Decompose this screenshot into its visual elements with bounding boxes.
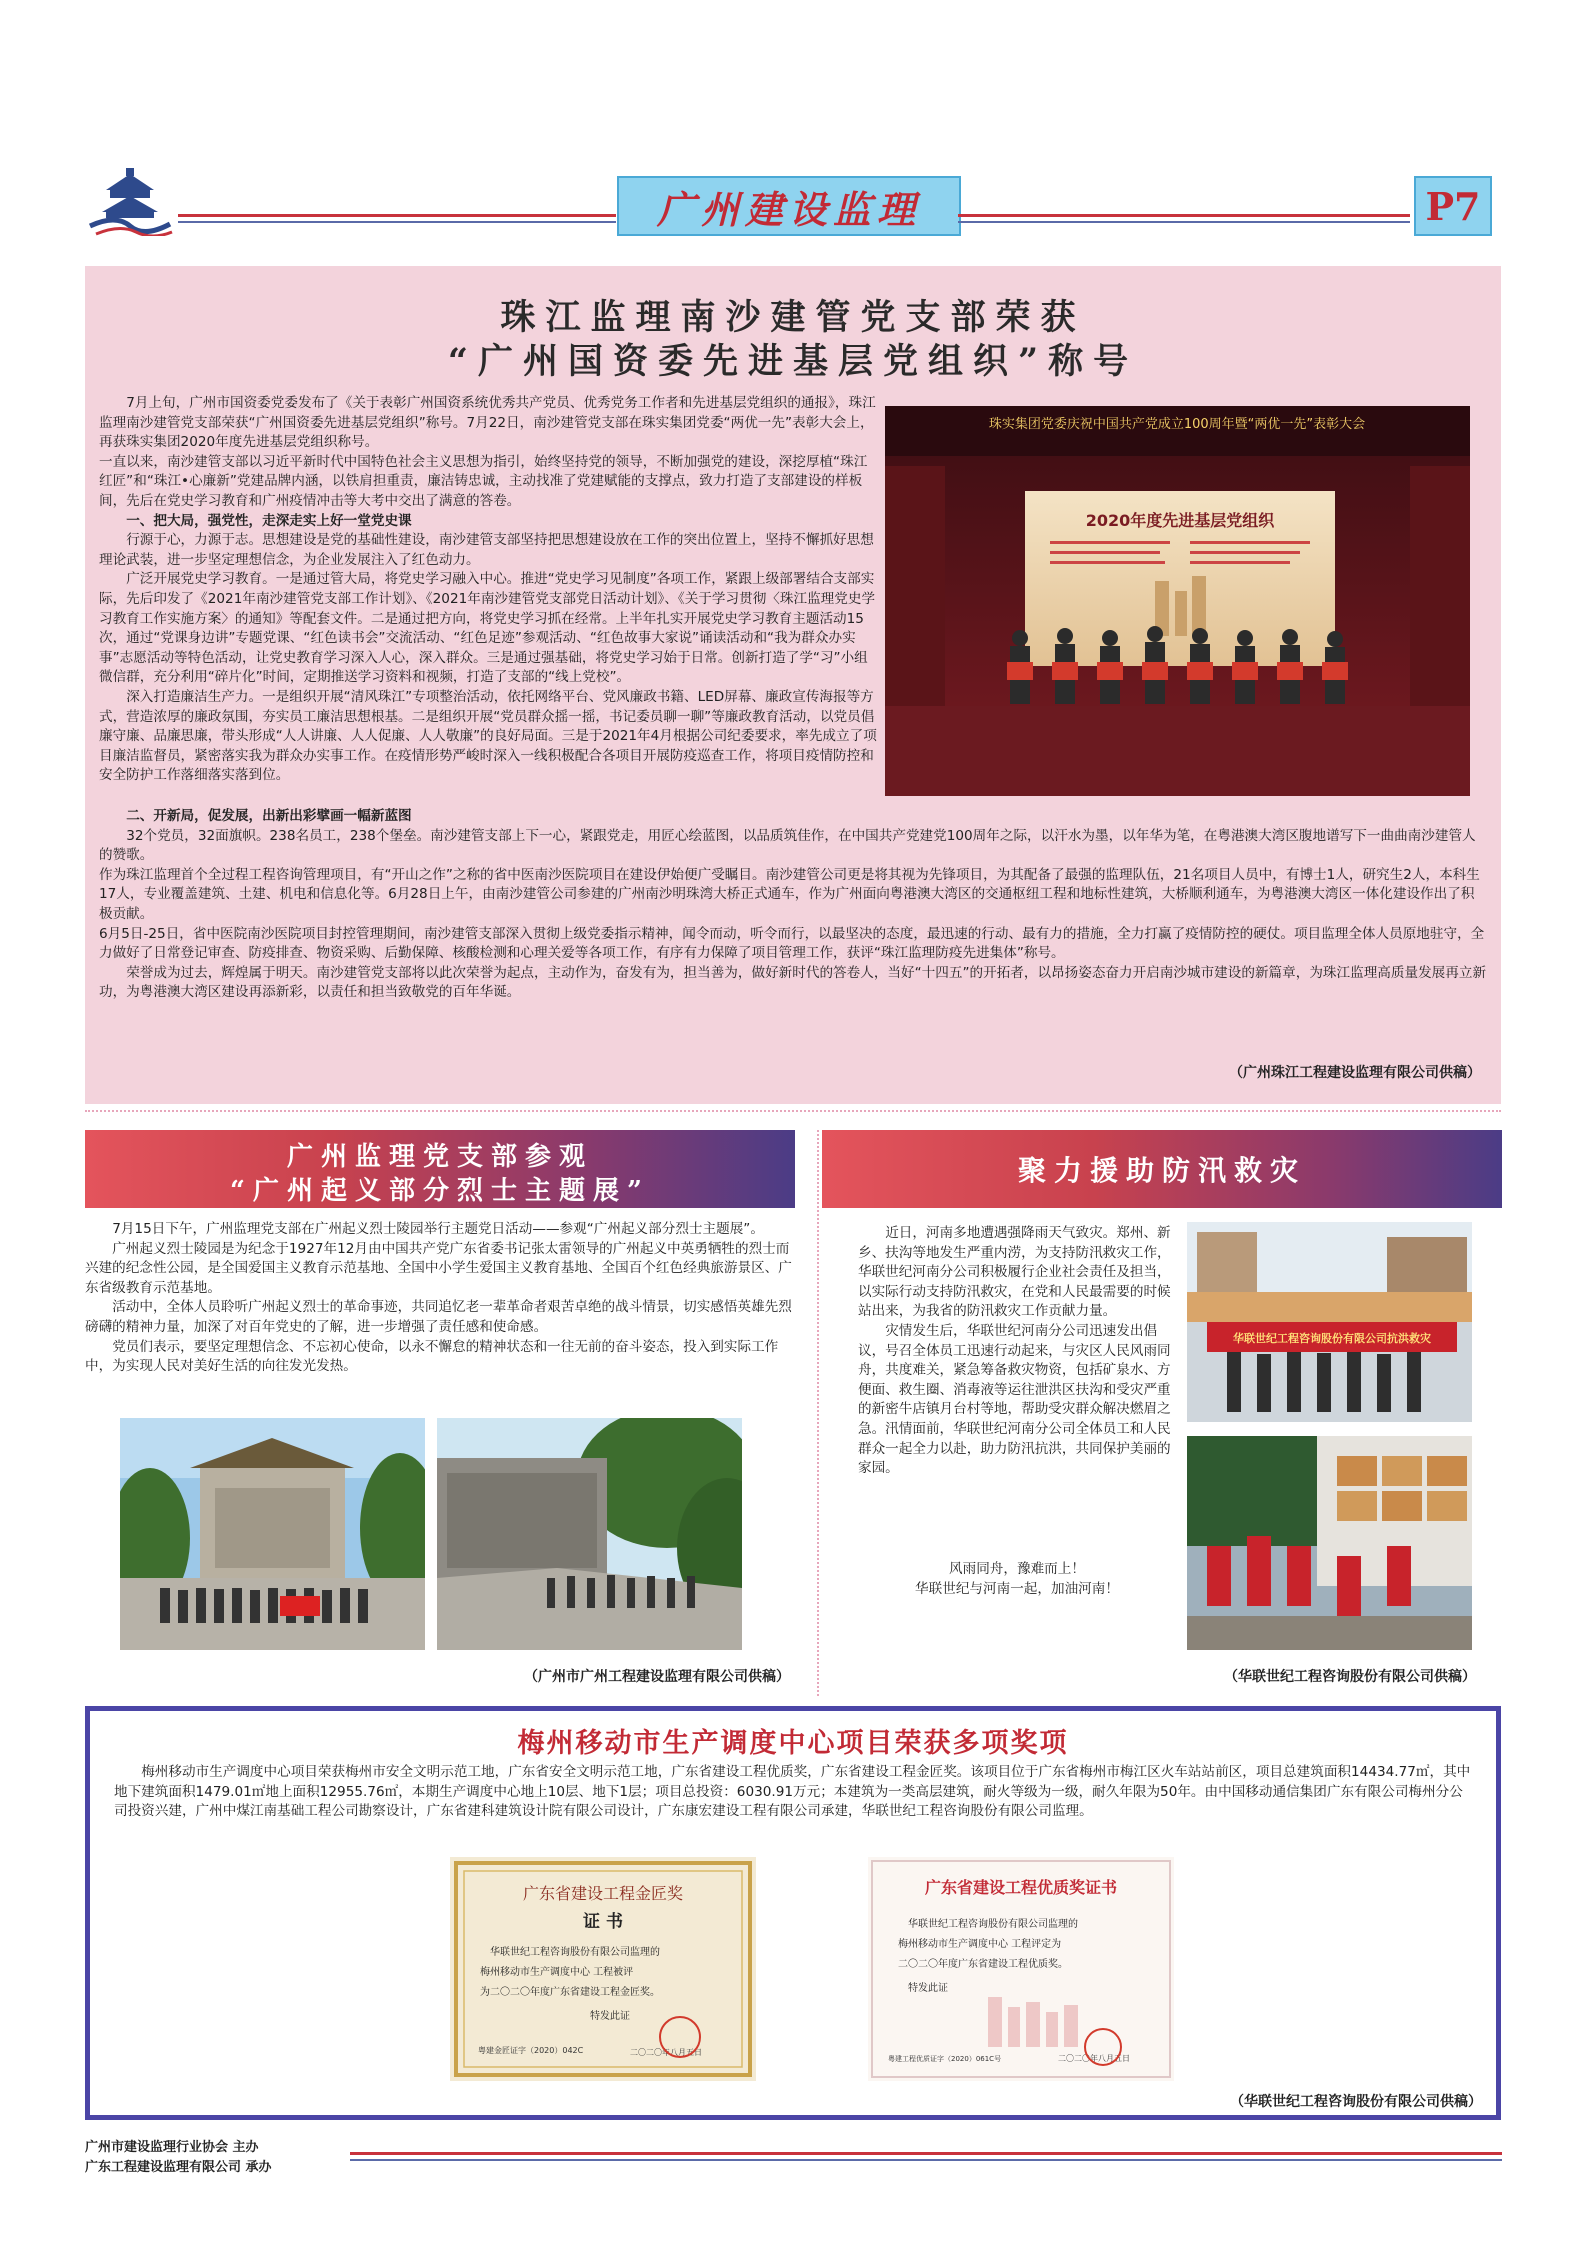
- article1-paragraph: 深入打造廉洁生产力。一是组织开展“清风珠江”专项整治活动，依托网络平台、党风廉政书籍、LED屏幕、廉政宣传海报等方式，营造浓厚的廉政氛围，夯实员工廉洁思想根基。二是组织开展“党员群众摇一摇，书记委员聊一聊”等廉政教育活动，以党员倡廉守廉、品廉思廉，带头形成“人人讲廉、人人促廉、人人敬廉”的良好局面。三是于2021年4月根据公司纪委要求，率先成立了项目廉洁监督员，紧密落实我为群众办实事工作。在疫情形势严峻时深入一线积极配合各项目开展防疫巡查工作，将项目疫情防控和安全防护工作落细落实落到位。: [99, 688, 877, 784]
- article1-paragraph: 一直以来，南沙建管支部以习近平新时代中国特色社会主义思想为指引，始终坚持党的领导，不断加强党的建设，深挖厚植“珠江红匠”和“珠江•心廉新”党建品牌内涵，以铁肩担重责，廉洁铸忠诚，主动找准了党建赋能的支撑点，致力打造了支部建设的样板间，先后在党史学习教育和广州疫情冲击等大考中交出了满意的答卷。: [99, 453, 868, 509]
- cert1-number: 粤建金匠证字（2020）042C: [478, 2046, 584, 2055]
- article4-paragraph: 梅州移动市生产调度中心项目荣获梅州市安全文明示范工地，广东省安全文明示范工地，广东省建设工程优质奖，广东省建设工程金匠奖。该项目位于广东省梅州市梅江区火车站站前区，项目总建筑面积14434.77㎡，其中地下建筑面积1479.01㎡地上面积12955.76㎡，本期生产调度中心地上10层、地下1层；项目总投资：6030.91万元；本建筑为一类高层建筑，耐火等级为一级，耐久年限为50年。由中国移动通信集团广东有限公司梅州分公司投资兴建，广州中煤江南基础工程公司勘察设计，广东省建科建筑设计院有限公司设计，广东康宏建设工程有限公司承建，华联世纪工程咨询股份有限公司监理。: [114, 1764, 1471, 1820]
- article2-credit: （广州市广州工程建设监理有限公司供稿）: [524, 1669, 790, 1685]
- header-rule-right: [958, 214, 1410, 217]
- article1-credit: （广州珠江工程建设监理有限公司供稿）: [1229, 1065, 1481, 1081]
- memorial-path-photo: [437, 1418, 742, 1650]
- cert1-date: 二〇二〇年八月五日: [630, 2048, 702, 2057]
- cert2-line: 特发此证: [908, 1983, 948, 1994]
- article1-paragraph: 荣誉成为过去，辉煌属于明天。南沙建管党支部将以此次荣誉为起点，主动作为，奋发有为，担当善为，做好新时代的答卷人，当好“十四五”的开拓者，以昂扬姿态奋力开启南沙城市建设的新篇章，为珠江监理高质量发展再立新功，为粤港澳大湾区建设再添新彩，以责任和担当致敬党的百年华诞。: [99, 964, 1487, 1001]
- cert1-title: 广东省建设工程金匠奖: [522, 1884, 684, 1903]
- article3-credit: （华联世纪工程咨询股份有限公司供稿）: [1224, 1669, 1476, 1685]
- newspaper-title: 广州建设监理: [656, 186, 921, 232]
- award-ceremony-photo: [885, 406, 1470, 796]
- golden-craftsman-certificate: [450, 1857, 756, 2081]
- article1-paragraph: 32个党员，32面旗帜。238名员工，238个堡垒。南沙建管支部上下一心，紧跟党走，用匠心绘蓝图，以品质筑佳作，在中国共产党建党100周年之际，以汗水为墨，以年华为笔，在粤港澳大湾区腹地谱写下一曲曲南沙建管人的赞歌。: [99, 827, 1476, 864]
- column-divider: [817, 1130, 819, 1696]
- cert1-line: 华联世纪工程咨询股份有限公司监理的: [490, 1947, 660, 1958]
- article1-paragraph: 6月5日-25日，省中医院南沙医院项目封控管理期间，南沙建管支部深入贯彻上级党委指示精神，闻令而动，听令而行，以最坚决的态度，最迅速的行动、最有力的措施，全力打赢了疫情防控的硬仗。项目监理全体人员原地驻守，全力做好了日常登记审查、防疫排查、物资采购、后勤保障、核酸检测和心理关爱等各项工作，有序有力保障了项目管理工作，获评“珠江监理防疫先进集体”称号。: [99, 925, 1485, 962]
- cert2-number: 粤建工程优质证字（2020）061C号: [888, 2055, 1002, 2063]
- article3-paragraph: 灾情发生后，华联世纪河南分公司迅速发出倡议，号召全体员工迅速行动起来，与灾区人民风雨同舟，共度难关，紧急筹备救灾物资，包括矿泉水、方便面、救生圈、消毒液等运往泄洪区扶沟和受灾严重的新密牛店镇月台村等地，帮助受灾群众解决燃眉之急。汛情面前，华联世纪河南分公司全体员工和人民群众一起全力以赴，助力防汛抗洪，共同保护美丽的家园。: [858, 1322, 1171, 1477]
- article1-paragraph: 作为珠江监理首个全过程工程咨询管理项目，有“开山之作”之称的省中医南沙医院项目在建设伊始便广受瞩目。南沙建管公司更是将其视为先锋项目，为其配备了最强的监理队伍，21名项目人员中，有博士1人，研究生2人，本科生17人，专业覆盖建筑、土建、机电和信息化等。6月28日上午，由南沙建管公司参建的广州南沙明珠湾大桥正式通车，作为广州面向粤港澳大湾区的交通枢纽工程和地标性建筑，大桥顺利通车，为粤港澳大湾区一体化建设作出了积极贡献。: [99, 866, 1480, 922]
- article3-paragraph: 近日，河南多地遭遇强降雨天气致灾。郑州、新乡、扶沟等地发生严重内涝，为支持防汛救灾工作，华联世纪河南分公司积极履行企业社会责任及担当，以实际行动支持防汛救灾，在党和人民最需要的时候站出来，为我省的防汛救灾工作贡献力量。: [858, 1225, 1171, 1320]
- article1-subheading: 一、把大局，强党性，走深走实上好一堂党史课: [126, 512, 412, 529]
- article2-title-line2: “广州起义部分烈士主题展”: [230, 1176, 650, 1206]
- article2-banner: [85, 1130, 795, 1208]
- article2-text: [85, 1220, 795, 1377]
- cert1-heading: 证 书: [583, 1912, 623, 1932]
- article4-credit: （华联世纪工程咨询股份有限公司供稿）: [1230, 2094, 1482, 2110]
- article4-text: [114, 1763, 1474, 1822]
- article1-paragraph: 行源于心，力源于志。思想建设是党的基础性建设，南沙建管支部坚持把思想建设放在工作的突出位置上，坚持不懈抓好思想理论武装，进一步坚定理想信念，为企业发展注入了红色动力。: [99, 532, 874, 568]
- relief-supplies-banner-photo: [1187, 1222, 1472, 1422]
- section-divider: [85, 1110, 1501, 1112]
- quality-award-certificate: [868, 1857, 1174, 2081]
- article2-title-line1: 广州监理党支部参观: [286, 1142, 593, 1172]
- cert2-line: 华联世纪工程咨询股份有限公司监理的: [908, 1919, 1078, 1930]
- footer-rule: [350, 2152, 1502, 2155]
- article1-left-column: [99, 394, 879, 786]
- article2-paragraph: 党员们表示，要坚定理想信念、不忘初心使命，以永不懈怠的精神状态和一往无前的奋斗姿态，投入到实际工作中，为实现人民对美好生活的向往发光发热。: [85, 1338, 779, 1375]
- loading-supplies-photo: [1187, 1436, 1472, 1650]
- article1-title-line1: 珠江监理南沙建管党支部荣获: [500, 297, 1086, 338]
- photo-screen-title: 2020年度先进基层党组织: [1085, 511, 1275, 530]
- building-logo-icon: [86, 168, 174, 236]
- cert2-date: 二〇二〇年八月五日: [1058, 2054, 1130, 2063]
- header-rule-left-secondary: [178, 221, 616, 223]
- slogan-line: 华联世纪与河南一起，加油河南！: [915, 1580, 1119, 1597]
- page-number-box: [1414, 176, 1492, 236]
- photo-banner-text: 珠实集团党委庆祝中国共产党成立100周年暨“两优一先”表彰大会: [988, 417, 1366, 432]
- cert1-line: 特发此证: [590, 2011, 630, 2022]
- cert2-line: 梅州移动市生产调度中心 工程评定为: [898, 1939, 1062, 1950]
- article3-banner: [822, 1130, 1502, 1208]
- footer-rule-secondary: [350, 2159, 1502, 2161]
- header-rule-right-secondary: [958, 221, 1410, 223]
- article4-title: 梅州移动市生产调度中心项目荣获多项奖项: [517, 1728, 1069, 1759]
- cert2-line: 二〇二〇年度广东省建设工程优质奖。: [898, 1959, 1068, 1970]
- page-number: P7: [1425, 183, 1481, 229]
- article-meizhou-awards: [85, 1706, 1501, 2120]
- article1-subheading: 二、开新局，促发展，出新出彩擘画一幅新蓝图: [126, 808, 412, 824]
- cert2-title: 广东省建设工程优质奖证书: [924, 1878, 1118, 1897]
- article1-paragraph: 广泛开展党史学习教育。一是通过管大局，将党史学习融入中心。推进“党史学习见制度”各项工作，紧跟上级部署结合支部实际，先后印发了《2021年南沙建管党支部工作计划》、《2021年南沙建管党支部党日活动计划》、《关于学习贯彻〈珠江监理党史学习教育工作实施方案〉的通知》等配套文件。二是通过把方向，将党史学习抓在经常。上半年扎实开展党史学习教育主题活动15次，通过“党课身边讲”专题党课、“红色读书会”交流活动、“红色足迹”参观活动、“红色故事大家说”诵读活动和“我为群众办实事”志愿活动等特色活动，让党史教育学习深入人心，深入群众。三是通过强基础，将党史学习始于日常。创新打造了学“习”小组微信群，充分利用“碎片化”时间，定期推送学习资料和视频，打造了支部的“线上党校”。: [99, 571, 876, 686]
- memorial-group-photo: [120, 1418, 425, 1650]
- article3-title: 聚力援助防汛救灾: [1017, 1154, 1306, 1187]
- article-party-branch-honor: [85, 266, 1501, 1104]
- article1-full-width-text: [99, 807, 1487, 1003]
- article2-paragraph: 广州起义烈士陵园是为纪念于1927年12月由中国共产党广东省委书记张太雷领导的广州起义中英勇牺牲的烈士而兴建的纪念性公园，是全国爱国主义教育示范基地、全国中小学生爱国主义教育基地、全国百个红色经典旅游景区、广东省级教育示范基地。: [85, 1240, 792, 1296]
- header-rule-left: [178, 214, 616, 217]
- cert1-line: 梅州移动市生产调度中心 工程被评: [480, 1967, 634, 1978]
- article2-paragraph: 7月15日下午，广州监理党支部在广州起义烈士陵园举行主题党日活动——参观“广州起义部分烈士主题展”。: [112, 1221, 764, 1237]
- article3-slogan: [858, 1560, 1176, 1599]
- cert1-line: 为二〇二〇年度广东省建设工程金匠奖。: [480, 1987, 660, 1998]
- header-title-box: [617, 176, 961, 236]
- relief-banner-text: 华联世纪工程咨询股份有限公司抗洪救灾: [1233, 1332, 1431, 1345]
- footer-co-organizer: 广东工程建设监理有限公司 承办: [85, 2160, 272, 2175]
- footer-organizer: 广州市建设监理行业协会 主办: [85, 2140, 259, 2155]
- article2-paragraph: 活动中，全体人员聆听广州起义烈士的革命事迹，共同追忆老一辈革命者艰苦卓绝的战斗情景，切实感悟英雄先烈磅礴的精神力量，加深了对百年党史的了解，进一步增强了责任感和使命感。: [85, 1299, 792, 1335]
- slogan-line: 风雨同舟，豫难而上！: [949, 1561, 1085, 1577]
- article3-text: [858, 1224, 1176, 1479]
- article1-paragraph: 7月上旬，广州市国资委党委发布了《关于表彰广州国资系统优秀共产党员、优秀党务工作者和先进基层党组织的通报》，珠江监理南沙建管党支部荣获“广州国资委先进基层党组织”称号。7月22日，南沙建管党支部在珠实集团党委“两优一先”表彰大会上，再获珠实集团2020年度先进基层党组织称号。: [99, 395, 876, 451]
- article1-title-line2: “广州国资委先进基层党组织”称号: [447, 341, 1139, 382]
